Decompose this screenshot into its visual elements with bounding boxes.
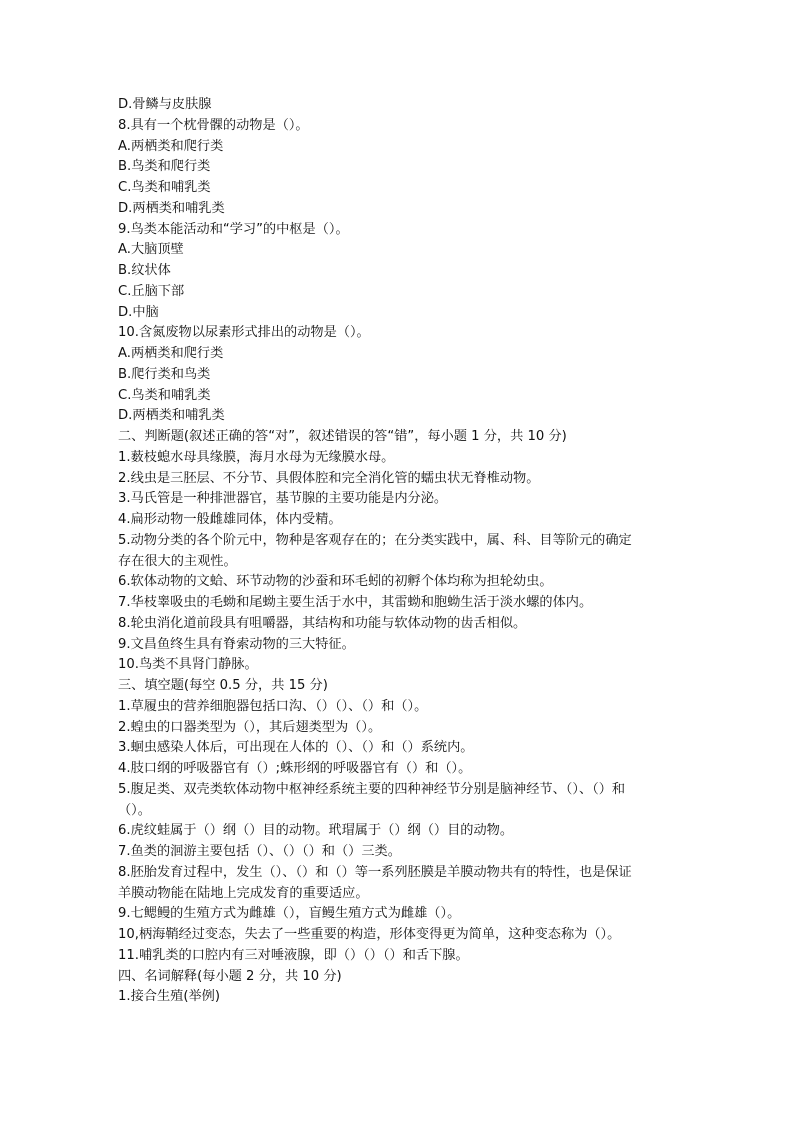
question: 6.软体动物的文蛤、环节动物的沙蚕和环毛蚓的初孵个体均称为担轮幼虫。: [118, 574, 553, 590]
answer-option: A.两栖类和爬行类: [118, 138, 224, 154]
question: 8.轮虫消化道前段具有咀嚼器，其结构和功能与软体动物的齿舌相似。: [118, 615, 527, 631]
answer-option: C.鸟类和哺乳类: [118, 387, 211, 403]
question: 4.肢口纲的呼吸器官有（）;蛛形纲的呼吸器官有（）和（）。: [118, 761, 472, 776]
question: 2.线虫是三胚层、不分节、具假体腔和完全消化管的蠕虫状无脊椎动物。: [118, 470, 540, 486]
question: 8.胚胎发育过程中，发生（）、（）和（）等一系列胚膜是羊膜动物共有的特性，也是保证: [118, 864, 632, 880]
question: 5.动物分类的各个阶元中，物种是客观存在的；在分类实践中，属、科、目等阶元的确定: [118, 532, 632, 548]
section-heading: 四、名词解释(每小题 2 分，共 10 分): [118, 968, 342, 984]
question: 8.具有一个枕骨髁的动物是（）。: [118, 117, 309, 133]
question: 10,柄海鞘经过变态，失去了一些重要的构造，形体变得更为简单，这种变态称为（）。: [118, 927, 621, 942]
question: 5.腹足类、双壳类软体动物中枢神经系统主要的四种神经节分别是脑神经节、（）、（）和: [118, 781, 626, 797]
question: 2.蝗虫的口器类型为（），其后翅类型为（）。: [118, 719, 382, 735]
answer-option: A.两栖类和爬行类: [118, 346, 224, 361]
question: 10.含氮废物以尿素形式排出的动物是（）。: [118, 325, 370, 341]
answer-option: D.中脑: [118, 304, 159, 320]
section-heading: 三、填空题(每空 0.5 分，共 15 分): [118, 678, 328, 693]
question: 4.扁形动物一般雌雄同体，体内受精。: [118, 512, 342, 527]
answer-option: C.丘脑下部: [118, 283, 185, 299]
document-page: [118, 95, 678, 1008]
question-continuation: 羊膜动物能在陆地上完成发育的重要适应。: [118, 885, 369, 901]
question: 10.鸟类不具肾门静脉。: [118, 657, 258, 673]
answer-option: C.鸟类和哺乳类: [118, 180, 211, 195]
question: 1.草履虫的营养细胞器包括口沟、（）（）、（）和（）。: [118, 698, 428, 714]
question: 7.鱼类的洄游主要包括（）、（）（）和（）三类。: [118, 844, 401, 859]
answer-option: D.两栖类和哺乳类: [118, 408, 225, 424]
question: 9.七鳃鳗的生殖方式为雌雄（），盲鳗生殖方式为雌雄（）。: [118, 906, 461, 922]
answer-option: B.鸟类和爬行类: [118, 159, 211, 175]
answer-option: B.爬行类和鸟类: [118, 366, 211, 382]
question: 6.虎纹蛙属于（）纲（）目的动物。玳瑁属于（）纲（）目的动物。: [118, 823, 514, 839]
question-continuation: （）。: [118, 802, 151, 818]
question: 9.文昌鱼终生具有脊索动物的三大特征。: [118, 636, 355, 652]
question: 7.华枝睾吸虫的毛蚴和尾蚴主要生活于水中，其雷蚴和胞蚴生活于淡水螺的体内。: [118, 595, 593, 610]
question: 11.哺乳类的口腔内有三对唾液腺，即（）（）（）和舌下腺。: [118, 947, 469, 963]
question: 1.薮枝螅水母具缘膜，海月水母为无缘膜水母。: [118, 449, 395, 465]
question: 1.接合生殖(举例): [118, 989, 220, 1005]
answer-option: D.两栖类和哺乳类: [118, 200, 225, 216]
answer-option: D.骨鳞与皮肤腺: [118, 97, 212, 112]
question: 3.蛔虫感染人体后，可出现在人体的（）、（）和（）系统内。: [118, 740, 474, 756]
answer-option: A.大脑顶壁: [118, 242, 184, 258]
question-continuation: 存在很大的主观性。: [118, 553, 237, 569]
section-heading: 二、判断题(叙述正确的答“对”，叙述错误的答“错”，每小题 1 分，共 10 分): [118, 429, 567, 444]
question: 3.马氏管是一种排泄器官，基节腺的主要功能是内分泌。: [118, 491, 448, 507]
question: 9.鸟类本能活动和“学习”的中枢是（）。: [118, 221, 349, 237]
answer-option: B.纹状体: [118, 263, 171, 278]
